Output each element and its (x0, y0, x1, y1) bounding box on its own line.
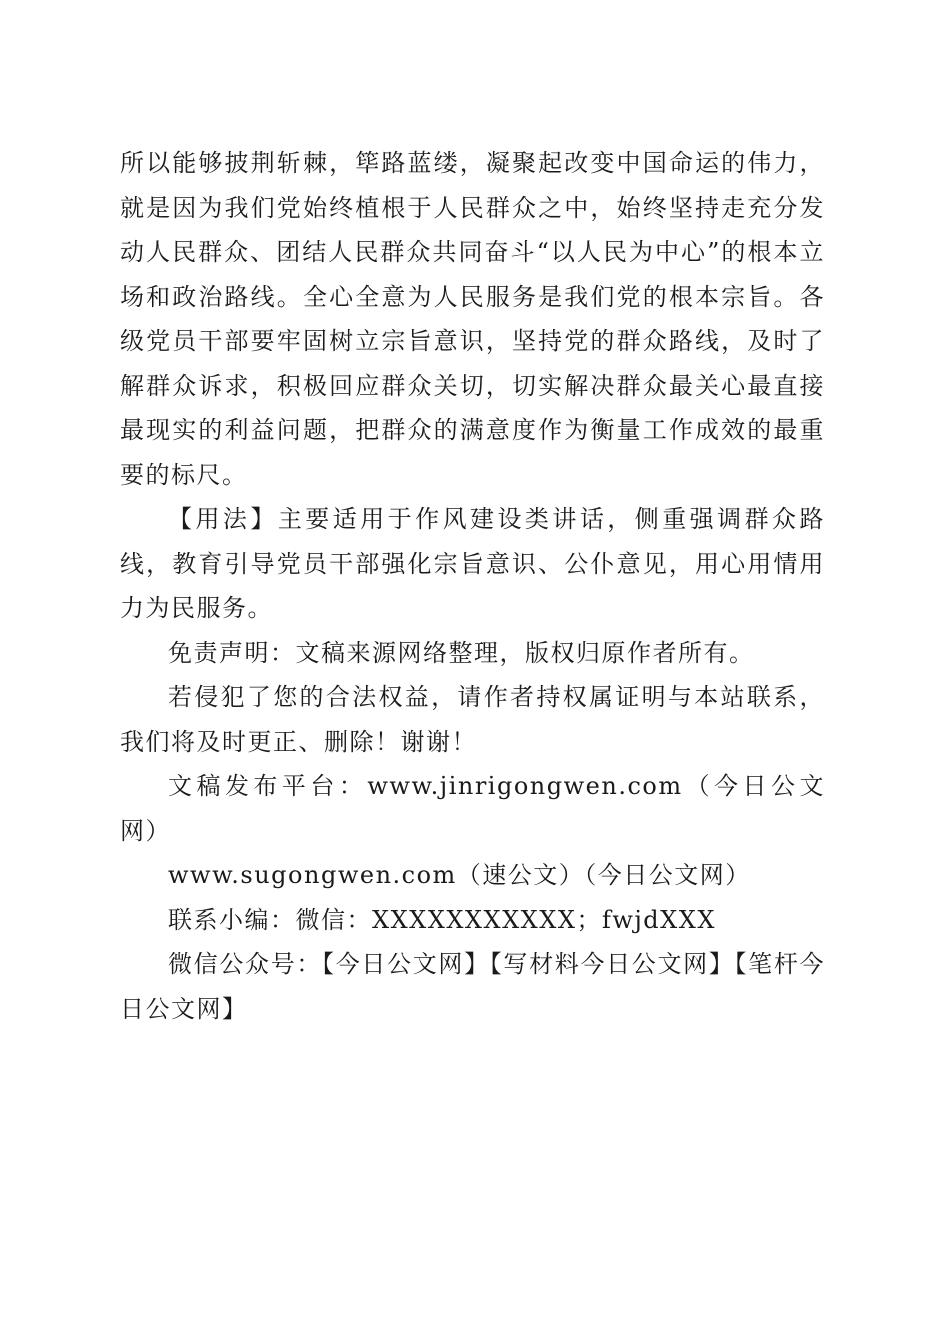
contact-paragraph: 联系小编：微信：XXXXXXXXXXX；fwjdXXX (168, 905, 716, 934)
rights-paragraph: 若侵犯了您的合法权益，请作者持权属证明与本站联系，我们将及时更正、删除！谢谢！ (120, 683, 825, 756)
body-paragraph: 所以能够披荆斩棘，筚路蓝缕，凝聚起改变中国命运的伟力，就是因为我们党始终植根于人民群众之中，始终坚持走充分发动人民群众、团结人民群众共同奋斗“以人民为中心”的根本立场和政治路线。全心全意为人民服务是我们党的根本宗旨。各级党员干部要牢固树立宗旨意识，坚持党的群众路线，及时了解群众诉求，积极回应群众关切，切实解决群众最关心最直接最现实的利益问题，把群众的满意度作为衡量工作成效的最重要的标尺。 (120, 149, 825, 489)
platform-url-paragraph: www.sugongwen.com（速公文）（今日公文网） (168, 861, 751, 889)
disclaimer-paragraph: 免责声明：文稿来源网络整理，版权归原作者所有。 (168, 638, 755, 667)
usage-paragraph: 【用法】主要适用于作风建设类讲话，侧重强调群众路线，教育引导党员干部强化宗旨意识、公仆意见，用心用情用力为民服务。 (120, 505, 825, 622)
wechat-accounts-paragraph: 微信公众号：【今日公文网】【写材料今日公文网】【笔杆今日公文网】 (120, 950, 825, 1023)
document-body (120, 141, 825, 1031)
platform-paragraph: 文稿发布平台：www.jinrigongwen.com（今日公文网） (120, 772, 825, 845)
